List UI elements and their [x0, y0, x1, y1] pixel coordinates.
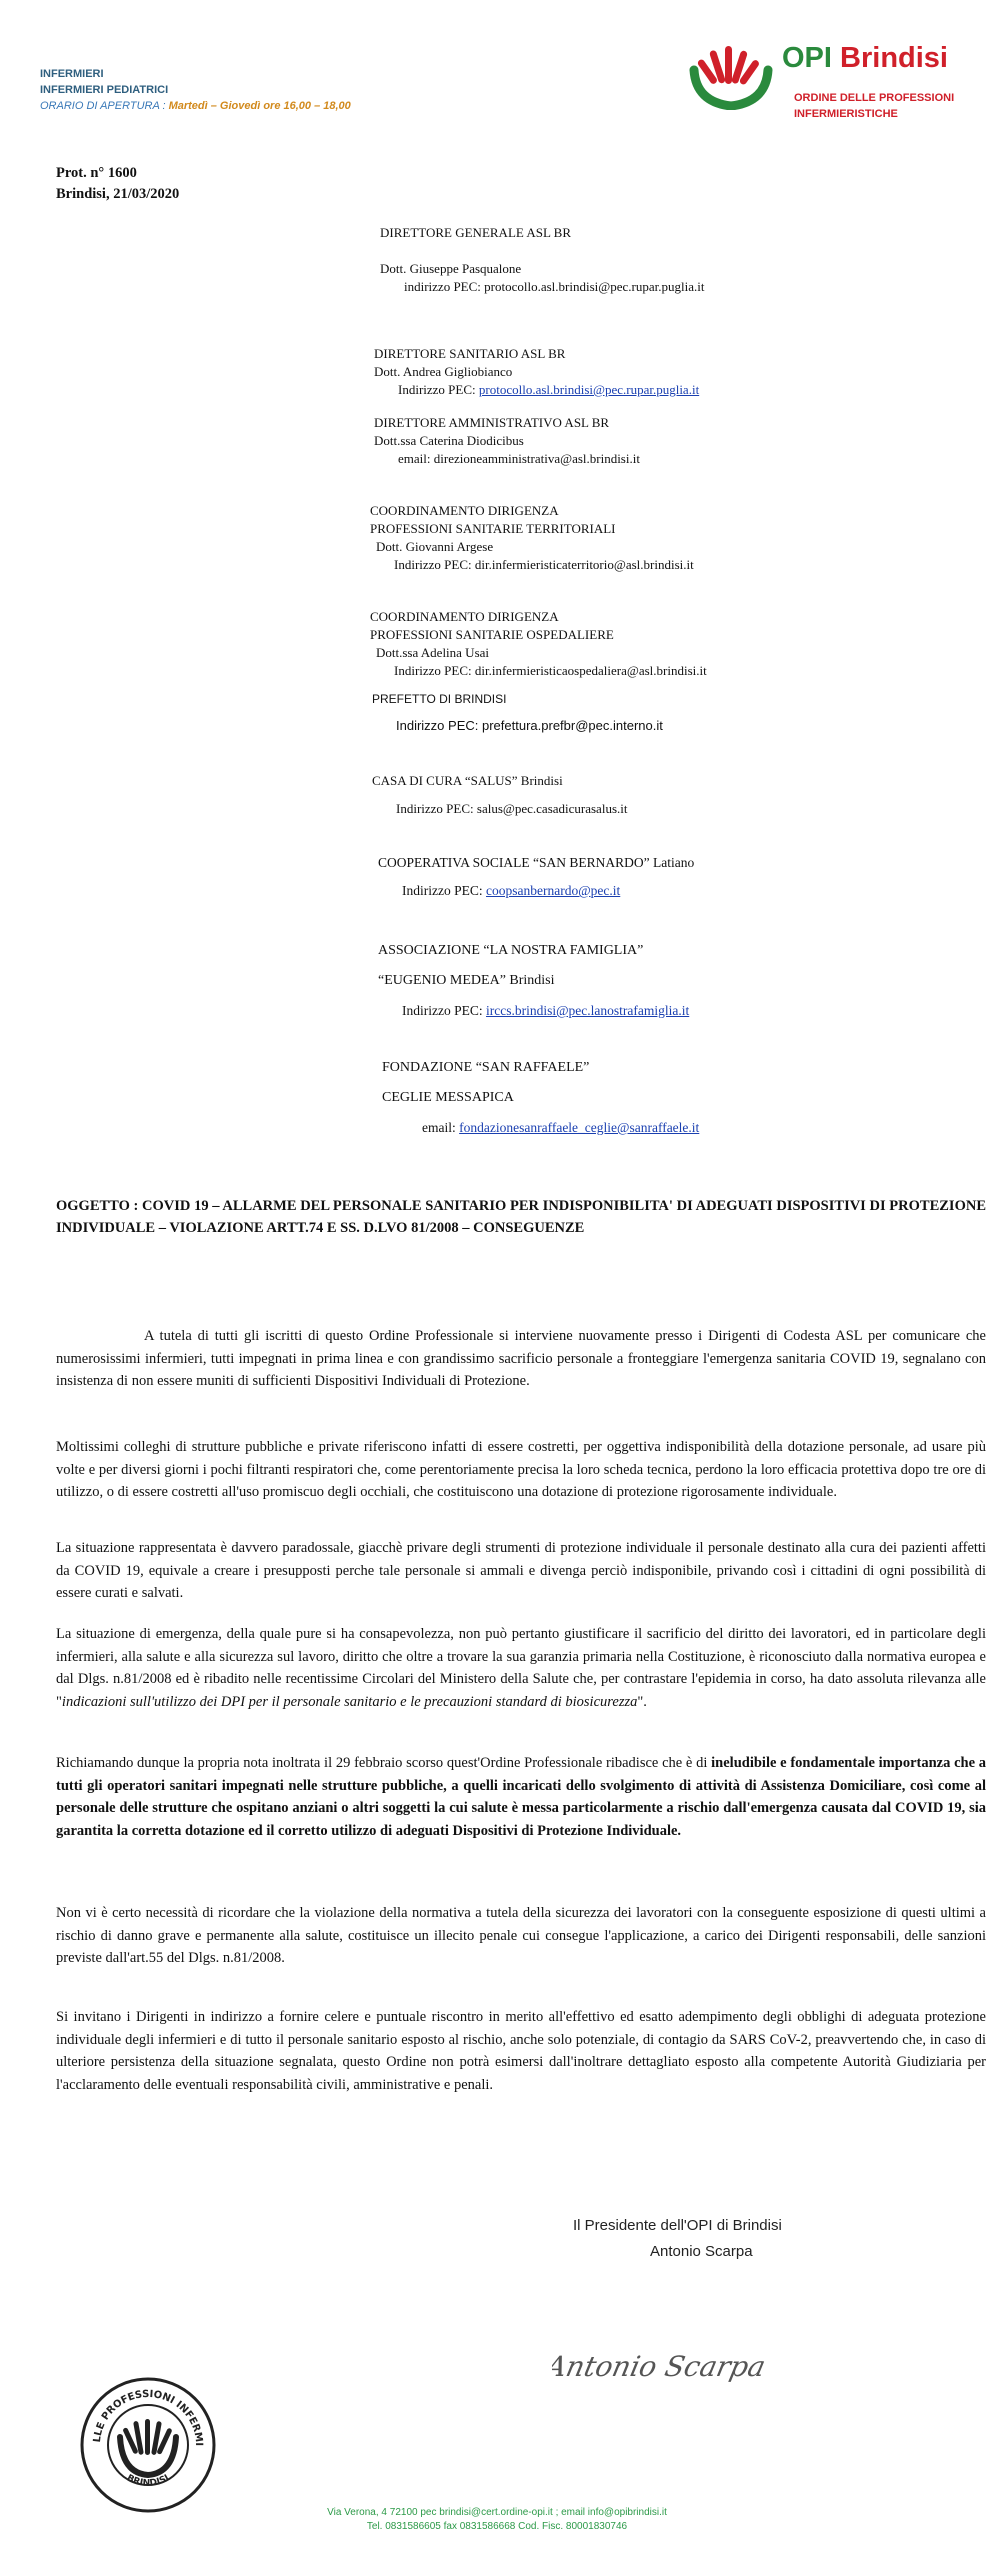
opi-emblem-icon [686, 40, 776, 110]
recipient-title: FONDAZIONE “SAN RAFFAELE” [382, 1060, 590, 1075]
recipient-coord-ospedaliere [370, 608, 707, 680]
recipient-coord-territoriali [370, 502, 694, 574]
recipient-associazione [378, 941, 689, 1021]
pec-link[interactable]: protocollo.asl.brindisi@pec.rupar.puglia.it [478, 382, 700, 397]
pec-link[interactable]: fondazionesanraffaele_ceglie@sanraffaele.it [459, 1120, 700, 1135]
recipient-pec: Indirizzo PEC: salus@pec.casadicurasalus.it [396, 801, 628, 816]
recipient-pec: Indirizzo PEC: protocollo.asl.brindisi@pec.rupar.puglia.it [398, 382, 700, 397]
subject: OGGETTO : COVID 19 – ALLARME DEL PERSONALE SANITARIO PER INDISPONIBILITA' DI ADEGUATI DISPOSITIVI DI PROTEZIONE INDIVIDUALE – VIOLAZIONE ARTT.74 E SS. D.LVO 81/2008 – CONSEGUENZE [56, 1198, 986, 1236]
recipient-title: PREFETTO DI BRINDISI [372, 692, 507, 706]
recipient-name: Dott.ssa Adelina Usai [376, 645, 490, 660]
signature-role: Il Presidente dell'OPI di Brindisi [573, 2217, 782, 2234]
recipient-pec: Indirizzo PEC: dir.infermieristicaospedaliera@asl.brindisi.it [394, 663, 707, 678]
header-info [40, 66, 351, 114]
recipient-title: CASA DI CURA “SALUS” Brindisi [372, 773, 563, 788]
opi-logo-subtitle-1: ORDINE DELLE PROFESSIONI [794, 92, 955, 104]
recipient-prefetto [372, 690, 663, 735]
recipient-title: COORDINAMENTO DIRIGENZA [370, 503, 559, 518]
opi-logo-prefix: OPI [782, 42, 832, 74]
protocol-block [56, 163, 179, 205]
opi-logo-subtitle [794, 90, 954, 122]
place-date: Brindisi, 21/03/2020 [56, 186, 180, 202]
recipient-title-2: “EUGENIO MEDEA” Brindisi [378, 973, 555, 988]
signature-block [573, 2213, 782, 2265]
svg-text:BRINDISI: BRINDISI [124, 2473, 172, 2489]
recipient-name: Dott.ssa Caterina Diodicibus [374, 433, 524, 448]
recipient-title: DIRETTORE AMMINISTRATIVO ASL BR [374, 415, 610, 430]
signature-name: Antonio Scarpa [650, 2243, 753, 2260]
opi-seal [78, 2375, 218, 2520]
body-paragraph-4: La situazione di emergenza, della quale pure si ha consapevolezza, non può pertanto giustificare il sacrificio del diritto dei lavoratori, ed in particolare degli infermieri, alla salute e alla sicurezza sul lavoro, diritto che oltre a trovare la sua garanzia primaria nella Costituzione, è riconosciuto dalla normativa europea e dal Dlgs. n.81/2008 ed è ribadito nelle recentissime Circolari del Ministero della Salute che, per contrastare l'epidemia in corso, ha dato assoluta rilevanza alle "indicazioni sull'utilizzo dei DPI per il personale sanitario e le precauzioni standard di biosicurezza". [56, 1626, 986, 1710]
recipient-cooperativa [378, 854, 694, 900]
footer-phone: Tel. 0831586605 fax 0831586668 Cod. Fisc. 80001830746 [366, 2521, 628, 2532]
recipient-title: DIRETTORE GENERALE ASL BR [380, 225, 572, 240]
recipient-direttore-amministrativo [374, 414, 640, 468]
recipient-name: Dott. Andrea Gigliobianco [374, 364, 513, 379]
recipient-title: COORDINAMENTO DIRIGENZA [370, 609, 559, 624]
recipient-name: Dott. Giovanni Argese [376, 539, 494, 554]
recipient-pec: email: direzioneamministrativa@asl.brindisi.it [398, 451, 640, 466]
body-paragraph-2: Moltissimi colleghi di strutture pubbliche e private riferiscono infatti di essere costretti, per oggettiva indisponibilità della dotazione personale, ad usare più volte e per diversi giorni i pochi filtranti respiratori che, come perentoriamente precisa la loro scheda tecnica, perdono la loro efficacia protettiva dopo tre ore di utilizzo, o di essere costretti all'uso promiscuo degli occhiali, che costituiscono una dotazione di protezione rigorosamente individuale. [56, 1439, 986, 1500]
opi-logo-subtitle-2: INFERMIERISTICHE [794, 108, 898, 120]
recipient-title-2: CEGLIE MESSAPICA [382, 1090, 514, 1105]
protocol-number: Prot. n° 1600 [56, 165, 137, 181]
body-paragraph-5: Richiamando dunque la propria nota inoltrata il 29 febbraio scorso quest'Ordine Professionale ribadisce che è di ineludibile e fondamentale importanza che a tutti gli operatori sanitari impegnati nelle strutture pubbliche, a quelli incaricati dello svolgimento di attività di Assistenza Domiciliare, così come al personale delle strutture che ospitano anziani o altri soggetti la cui salute è messa particolarmente a rischio dall'emergenza causata dal COVID 19, sia garantita la corretta dotazione ed il corretto utilizzo di adeguati Dispositivi di Protezione Individuale. [56, 1755, 986, 1839]
recipient-pec: Indirizzo PEC: dir.infermieristicaterritorio@asl.brindisi.it [394, 557, 694, 572]
recipient-direttore-sanitario [374, 345, 699, 399]
opi-logo [686, 40, 956, 150]
body-paragraph-6: Non vi è certo necessità di ricordare che la violazione della normativa a tutela della sicurezza dei lavoratori con la conseguente esposizione di questi ultimi a rischio di danno grave e permanente alla salute, costituisce un illecito penale cui consegue l'applicazione, a carico dei Dirigenti responsabili, delle sanzioni previste dall'art.55 del Dlgs. n.81/2008. [56, 1905, 986, 1966]
recipient-pec: Indirizzo PEC: prefettura.prefbr@pec.interno.it [396, 718, 663, 733]
recipient-title-2: PROFESSIONI SANITARIE OSPEDALIERE [370, 627, 614, 642]
recipient-pec: Indirizzo PEC: irccs.brindisi@pec.lanostrafamiglia.it [402, 1003, 690, 1018]
pec-link[interactable]: coopsanbernardo@pec.it [486, 883, 621, 898]
recipient-pec: indirizzo PEC: protocollo.asl.brindisi@pec.rupar.puglia.it [404, 279, 705, 294]
recipient-title-2: PROFESSIONI SANITARIE TERRITORIALI [370, 521, 616, 536]
opening-hours-value: Martedì – Giovedì ore 16,00 – 18,00 [168, 100, 351, 112]
body-paragraph-7: Si invitano i Dirigenti in indirizzo a fornire celere e puntuale riscontro in merito all'effettivo ed esatto adempimento degli obblighi di adeguata protezione individuale degli infermieri e di tutto il personale sanitario esposto al rischio, anche solo potenziale, di contagio da SARS CoV-2, preavvertendo che, in caso di ulteriore persistenza della situazione segnalata, questo Ordine non potrà esimersi dall'inoltrare dettagliato esposto alla competente Autorità Giudiziaria per l'acclaramento delle eventuali responsabilità civili, amministrative e penali. [56, 2009, 986, 2093]
recipient-casa-di-cura [372, 772, 627, 818]
body-paragraph-1: A tutela di tutti gli iscritti di questo Ordine Professionale si interviene nuovamente presso i Dirigenti di Codesta ASL per comunicare che numerosissimi infermieri, tutti impegnati in prima linea e con grandissimo sacrificio personale a fronteggiare l'emergenza sanitaria COVID 19, segnalano con insistenza di non essere muniti di sufficienti Dispositivi Individuali di Protezione. [56, 1328, 986, 1389]
body-paragraph-3: La situazione rappresentata è davvero paradossale, giacchè privare degli strumenti di protezione individuale il personale destinato alla cura dei pazienti affetti da COVID 19, equivale a creare i presupposti perche tale personale si ammali e divenga perciò indisponibile, privando così i cittadini di ogni possibilità di essere curati e salvati. [56, 1540, 986, 1601]
recipient-pec: email: fondazionesanraffaele_ceglie@sanraffaele.it [422, 1120, 700, 1135]
footer-contacts [0, 2506, 994, 2534]
header-line-1: INFERMIERI [40, 68, 104, 80]
pec-link[interactable]: irccs.brindisi@pec.lanostrafamiglia.it [486, 1003, 690, 1018]
handwritten-signature [552, 2340, 832, 2395]
recipient-direttore-generale [380, 224, 704, 296]
recipient-title: DIRETTORE SANITARIO ASL BR [374, 346, 566, 361]
opening-hours-label: ORARIO DI APERTURA : [40, 100, 166, 112]
recipient-fondazione [382, 1058, 699, 1138]
recipient-name: Dott. Giuseppe Pasqualone [380, 261, 522, 276]
opi-logo-city: Brindisi [840, 42, 948, 74]
svg-text:ORDINE DELLE PROFESSIONI INFER: LLE PROFESSIONI INFERMI [92, 2388, 205, 2447]
recipient-pec: Indirizzo PEC: coopsanbernardo@pec.it [402, 883, 621, 898]
svg-text:Antonio Scarpa: Antonio Scarpa [552, 2350, 769, 2383]
recipient-title: COOPERATIVA SOCIALE “SAN BERNARDO” Latiano [378, 855, 695, 870]
opening-hours [40, 98, 351, 114]
footer-address: Via Verona, 4 72100 pec brindisi@cert.ordine-opi.it ; email info@opibrindisi.it [327, 2507, 667, 2518]
opi-logo-name [782, 42, 948, 75]
recipient-title: ASSOCIAZIONE “LA NOSTRA FAMIGLIA” [378, 943, 644, 958]
header-line-2: INFERMIERI PEDIATRICI [40, 84, 169, 96]
